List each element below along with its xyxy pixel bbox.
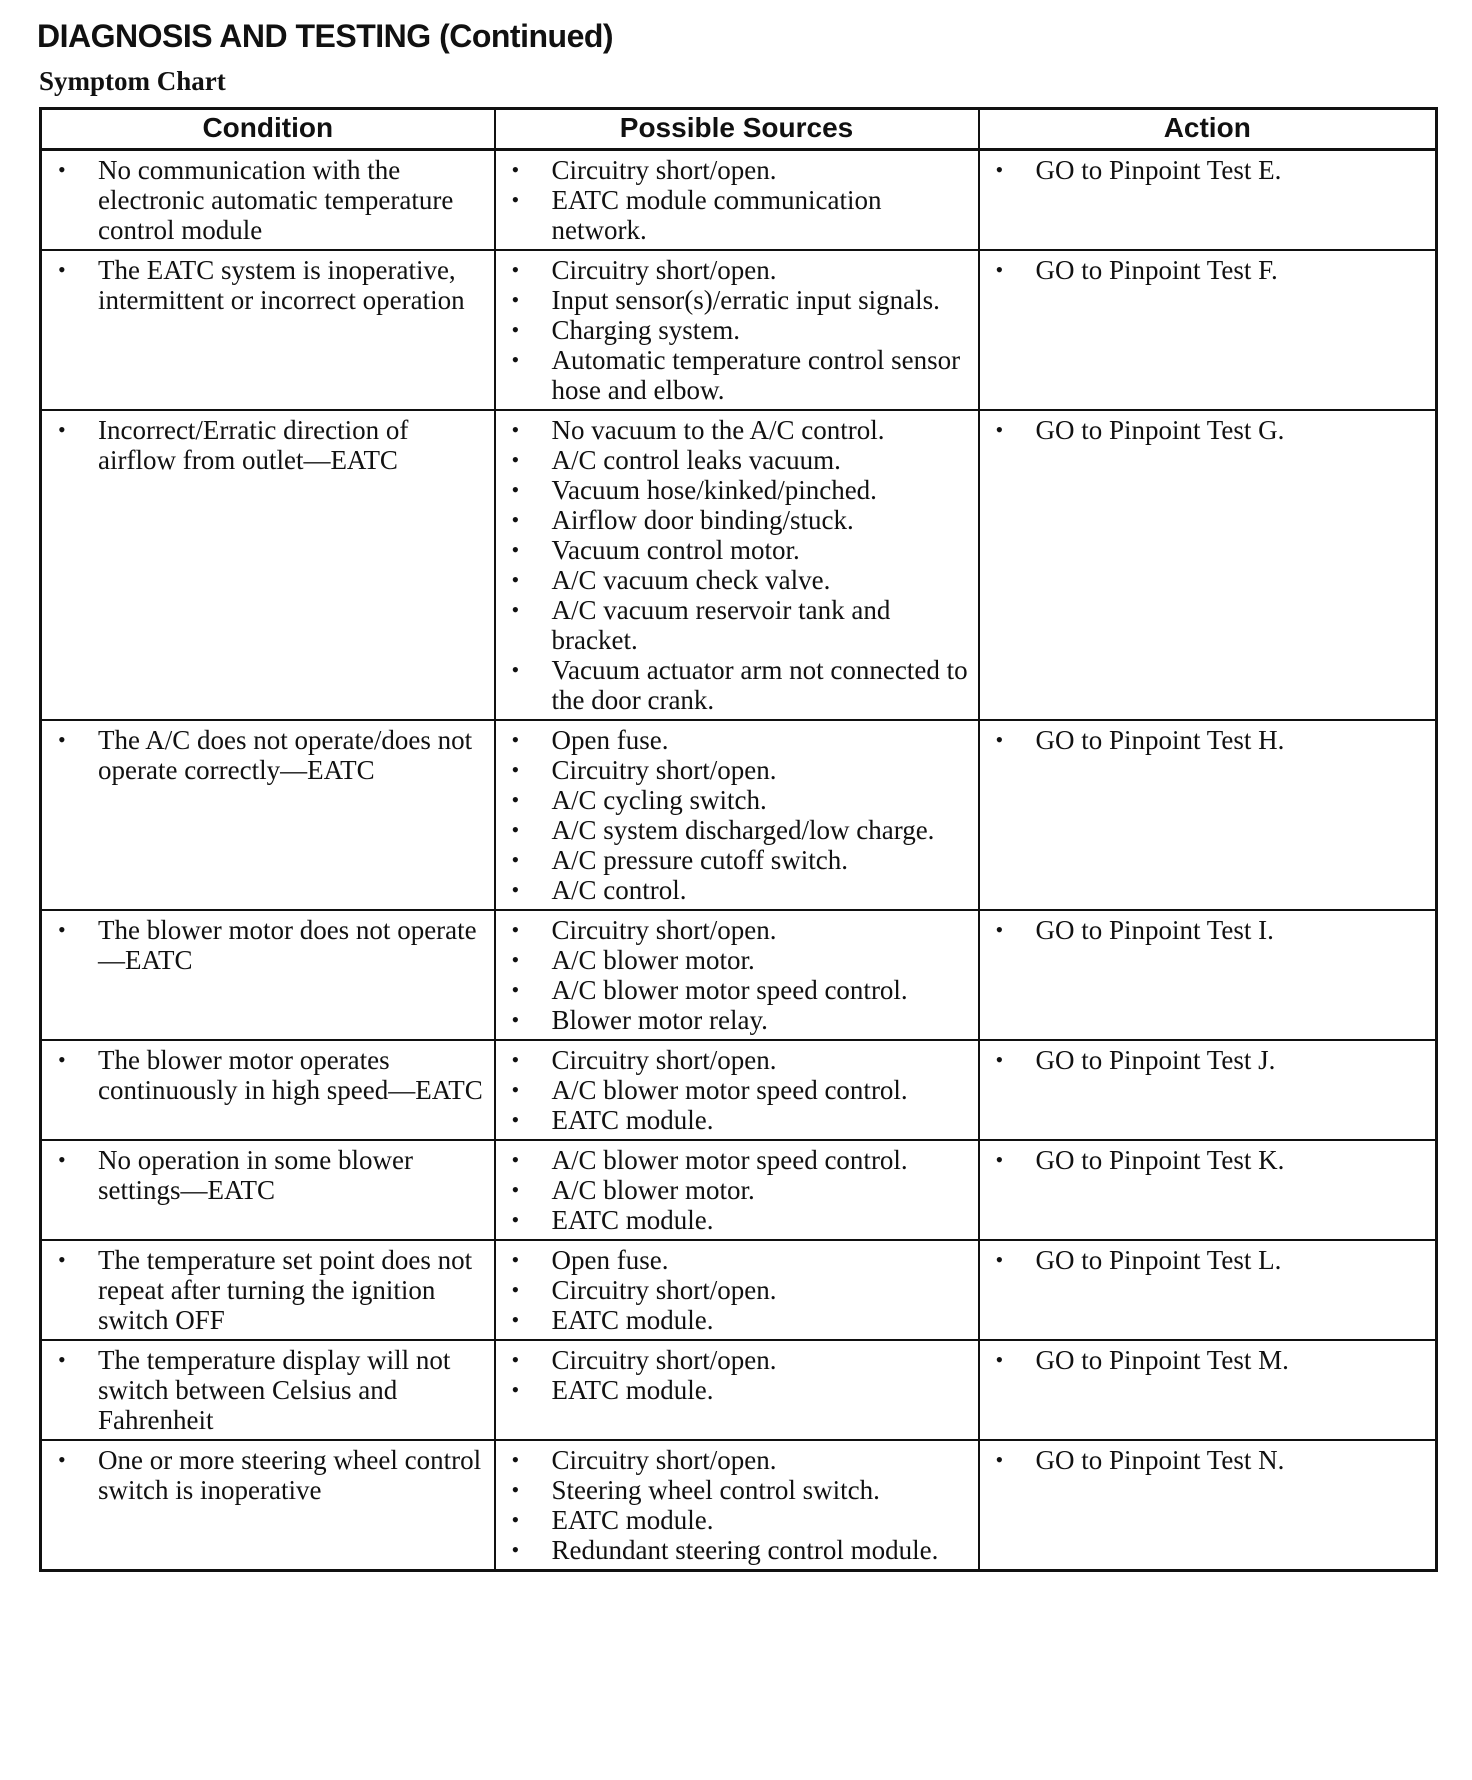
source-item: • Airflow door binding/stuck. xyxy=(504,505,972,535)
symptom-chart-table xyxy=(39,107,1438,1572)
condition-list xyxy=(50,415,488,475)
source-item: • A/C control leaks vacuum. xyxy=(504,445,972,475)
condition-cell xyxy=(41,910,495,1040)
condition-list xyxy=(50,915,488,975)
source-item: • Circuitry short/open. xyxy=(504,915,972,945)
action-text: • GO to Pinpoint Test E. xyxy=(988,155,1430,185)
action-list xyxy=(988,1245,1430,1275)
action-cell xyxy=(979,910,1437,1040)
action-text: • GO to Pinpoint Test I. xyxy=(988,915,1430,945)
column-header-sources: Possible Sources xyxy=(495,109,979,150)
sources-cell xyxy=(495,1140,979,1240)
column-header-action: Action xyxy=(979,109,1437,150)
action-text: • GO to Pinpoint Test N. xyxy=(988,1445,1430,1475)
source-item: • EATC module communication network. xyxy=(504,185,972,245)
condition-text: • The temperature set point does not repeat after turning the ignition switch OFF xyxy=(50,1245,488,1335)
sources-list xyxy=(504,1145,972,1235)
sources-cell xyxy=(495,250,979,410)
source-item: • A/C blower motor speed control. xyxy=(504,975,972,1005)
sources-list xyxy=(504,725,972,905)
sources-cell xyxy=(495,1440,979,1571)
source-item: • Circuitry short/open. xyxy=(504,255,972,285)
condition-list xyxy=(50,1245,488,1335)
condition-cell xyxy=(41,1240,495,1340)
source-item: • A/C blower motor speed control. xyxy=(504,1075,972,1105)
source-item: • Open fuse. xyxy=(504,725,972,755)
condition-text: • One or more steering wheel control switch is inoperative xyxy=(50,1445,488,1505)
condition-text: • No communication with the electronic automatic temperature control module xyxy=(50,155,488,245)
action-cell xyxy=(979,720,1437,910)
sources-cell xyxy=(495,410,979,720)
source-item: • Circuitry short/open. xyxy=(504,1275,972,1305)
source-item: • EATC module. xyxy=(504,1205,972,1235)
chart-body xyxy=(41,150,1437,1571)
source-item: • A/C pressure cutoff switch. xyxy=(504,845,972,875)
source-item: • Automatic temperature control sensor hose and elbow. xyxy=(504,345,972,405)
table-row xyxy=(41,250,1437,410)
source-item: • Redundant steering control module. xyxy=(504,1535,972,1565)
action-cell xyxy=(979,150,1437,251)
condition-list xyxy=(50,155,488,245)
table-row xyxy=(41,410,1437,720)
action-list xyxy=(988,1445,1430,1475)
source-item: • Open fuse. xyxy=(504,1245,972,1275)
source-item: • Vacuum hose/kinked/pinched. xyxy=(504,475,972,505)
source-item: • Circuitry short/open. xyxy=(504,1345,972,1375)
table-row xyxy=(41,150,1437,251)
condition-list xyxy=(50,1445,488,1505)
source-item: • EATC module. xyxy=(504,1375,972,1405)
source-item: • A/C blower motor. xyxy=(504,1175,972,1205)
action-list xyxy=(988,915,1430,945)
source-item: • A/C cycling switch. xyxy=(504,785,972,815)
sources-cell xyxy=(495,1240,979,1340)
action-cell xyxy=(979,410,1437,720)
action-text: • GO to Pinpoint Test G. xyxy=(988,415,1430,445)
action-cell xyxy=(979,1440,1437,1571)
table-row xyxy=(41,1040,1437,1140)
source-item: • Circuitry short/open. xyxy=(504,155,972,185)
condition-cell xyxy=(41,1140,495,1240)
column-header-condition: Condition xyxy=(41,109,495,150)
source-item: • Circuitry short/open. xyxy=(504,755,972,785)
condition-cell xyxy=(41,410,495,720)
condition-list xyxy=(50,255,488,315)
condition-text: • The blower motor operates continuously in high speed—EATC xyxy=(50,1045,488,1105)
source-item: • Steering wheel control switch. xyxy=(504,1475,972,1505)
table-row xyxy=(41,1340,1437,1440)
header-row xyxy=(41,109,1437,150)
source-item: • A/C vacuum reservoir tank and bracket. xyxy=(504,595,972,655)
action-text: • GO to Pinpoint Test J. xyxy=(988,1045,1430,1075)
sources-list xyxy=(504,1045,972,1135)
condition-list xyxy=(50,1045,488,1105)
condition-text: • Incorrect/Erratic direction of airflow from outlet—EATC xyxy=(50,415,488,475)
source-item: • A/C vacuum check valve. xyxy=(504,565,972,595)
condition-list xyxy=(50,1345,488,1435)
source-item: • Circuitry short/open. xyxy=(504,1445,972,1475)
source-item: • A/C blower motor speed control. xyxy=(504,1145,972,1175)
sources-cell xyxy=(495,150,979,251)
action-text: • GO to Pinpoint Test H. xyxy=(988,725,1430,755)
action-text: • GO to Pinpoint Test L. xyxy=(988,1245,1430,1275)
condition-text: • The EATC system is inoperative, intermittent or incorrect operation xyxy=(50,255,488,315)
condition-list xyxy=(50,1145,488,1205)
condition-text: • The A/C does not operate/does not operate correctly—EATC xyxy=(50,725,488,785)
sources-cell xyxy=(495,1340,979,1440)
condition-cell xyxy=(41,1040,495,1140)
action-cell xyxy=(979,1340,1437,1440)
action-cell xyxy=(979,1240,1437,1340)
action-list xyxy=(988,155,1430,185)
action-cell xyxy=(979,250,1437,410)
condition-cell xyxy=(41,1440,495,1571)
action-list xyxy=(988,1145,1430,1175)
action-text: • GO to Pinpoint Test K. xyxy=(988,1145,1430,1175)
condition-text: • The temperature display will not switch between Celsius and Fahrenheit xyxy=(50,1345,488,1435)
action-list xyxy=(988,1045,1430,1075)
action-list xyxy=(988,415,1430,445)
source-item: • EATC module. xyxy=(504,1105,972,1135)
table-row xyxy=(41,1140,1437,1240)
condition-cell xyxy=(41,250,495,410)
source-item: • Blower motor relay. xyxy=(504,1005,972,1035)
source-item: • EATC module. xyxy=(504,1305,972,1335)
sources-list xyxy=(504,155,972,245)
source-item: • A/C system discharged/low charge. xyxy=(504,815,972,845)
source-item: • Vacuum control motor. xyxy=(504,535,972,565)
sources-list xyxy=(504,415,972,715)
action-list xyxy=(988,255,1430,285)
sources-list xyxy=(504,1345,972,1405)
condition-cell xyxy=(41,720,495,910)
sources-cell xyxy=(495,1040,979,1140)
sources-list xyxy=(504,1245,972,1335)
table-row xyxy=(41,1440,1437,1571)
sources-list xyxy=(504,915,972,1035)
table-row xyxy=(41,720,1437,910)
source-item: • A/C blower motor. xyxy=(504,945,972,975)
source-item: • EATC module. xyxy=(504,1505,972,1535)
table-row xyxy=(41,1240,1437,1340)
action-text: • GO to Pinpoint Test F. xyxy=(988,255,1430,285)
action-text: • GO to Pinpoint Test M. xyxy=(988,1345,1430,1375)
condition-list xyxy=(50,725,488,785)
condition-text: • No operation in some blower settings—EATC xyxy=(50,1145,488,1205)
action-cell xyxy=(979,1040,1437,1140)
condition-text: • The blower motor does not operate—EATC xyxy=(50,915,488,975)
page-heading: DIAGNOSIS AND TESTING (Continued) xyxy=(37,18,614,54)
source-item: • A/C control. xyxy=(504,875,972,905)
table-row xyxy=(41,910,1437,1040)
source-item: • Vacuum actuator arm not connected to the door crank. xyxy=(504,655,972,715)
source-item: • Charging system. xyxy=(504,315,972,345)
source-item: • No vacuum to the A/C control. xyxy=(504,415,972,445)
condition-cell xyxy=(41,1340,495,1440)
source-item: • Input sensor(s)/erratic input signals. xyxy=(504,285,972,315)
sources-cell xyxy=(495,720,979,910)
sources-list xyxy=(504,1445,972,1565)
sources-cell xyxy=(495,910,979,1040)
action-cell xyxy=(979,1140,1437,1240)
condition-cell xyxy=(41,150,495,251)
sources-list xyxy=(504,255,972,405)
action-list xyxy=(988,1345,1430,1375)
source-item: • Circuitry short/open. xyxy=(504,1045,972,1075)
symptom-chart-title: Symptom Chart xyxy=(39,66,226,96)
action-list xyxy=(988,725,1430,755)
